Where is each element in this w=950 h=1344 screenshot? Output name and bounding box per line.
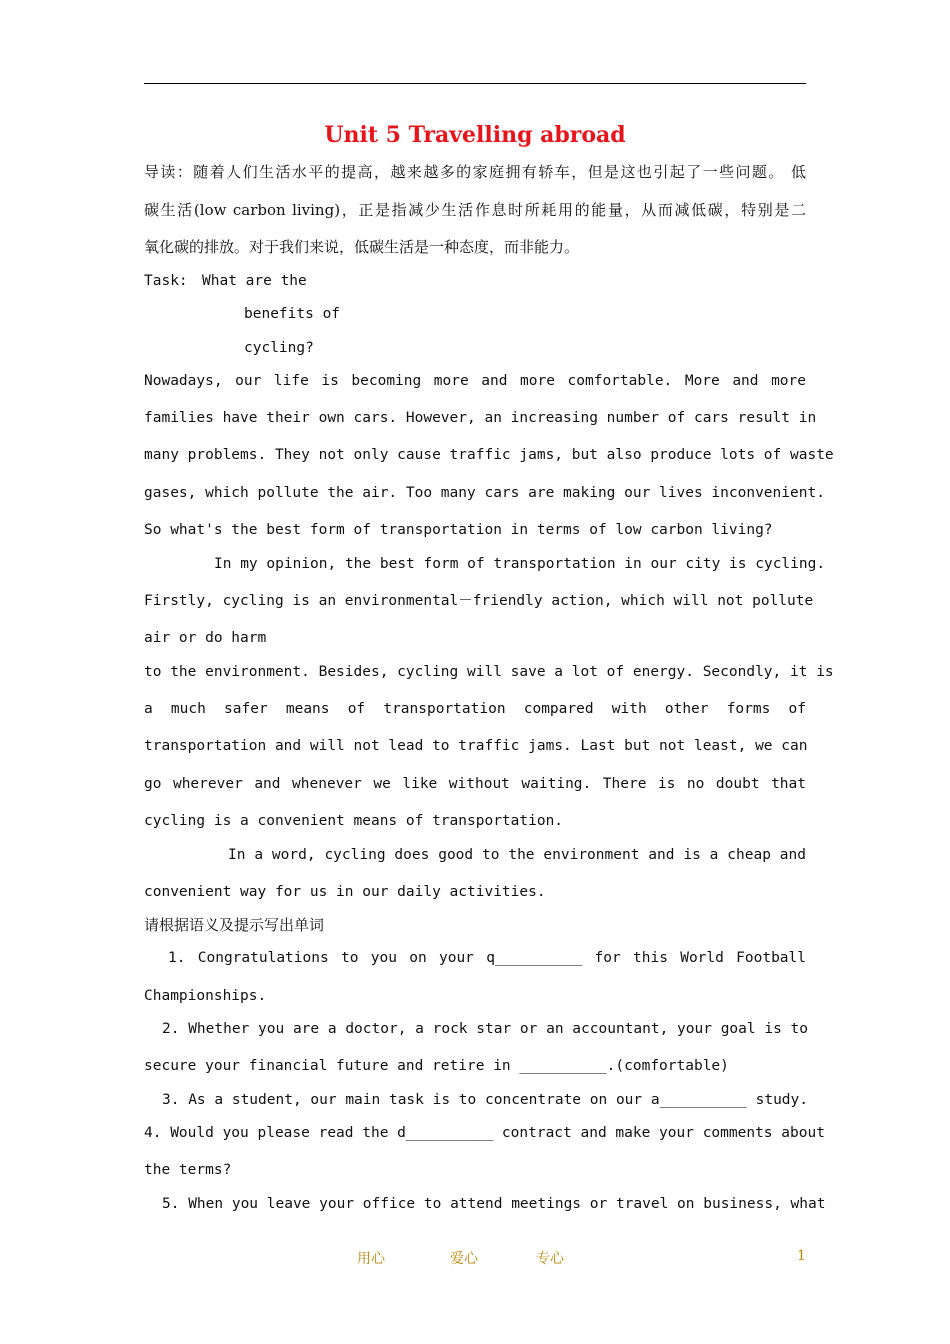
- exercise-item: secure your financial future and retire in __________.(comfortable): [144, 1058, 729, 1074]
- exercise-item: 2. Whether you are a doctor, a rock star or an accountant, your goal is to: [162, 1021, 809, 1037]
- passage-line: So what's the best form of transportation in terms of low carbon living?: [144, 522, 773, 538]
- exercise-item: 1. Congratulations to you on your q__________ for this World Football: [168, 950, 806, 966]
- passage-line: transportation and will not lead to traffic jams. Last but not least, we can: [144, 738, 808, 754]
- page-number: 1: [797, 1248, 806, 1264]
- passage-line: many problems. They not only cause traffic jams, but also produce lots of waste: [144, 447, 834, 463]
- passage-line: Firstly, cycling is an environmental－friendly action, which will not pollute: [144, 593, 814, 609]
- page-title: Unit 5 Travelling abroad: [324, 122, 626, 148]
- passage-line: to the environment. Besides, cycling will save a lot of energy. Secondly, it is: [144, 664, 834, 680]
- exercise-item: 4. Would you please read the d__________ contract and make your comments about: [144, 1125, 825, 1141]
- footer-word: 用心: [357, 1251, 385, 1267]
- exercise-item: 3. As a student, our main task is to concentrate on our a__________ study.: [162, 1092, 809, 1108]
- passage-line: cycling is a convenient means of transportation.: [144, 813, 564, 829]
- exercise-item: the terms?: [144, 1162, 232, 1178]
- footer-word: 爱心: [450, 1251, 478, 1267]
- task-line: What are the: [202, 273, 307, 289]
- passage-line: go wherever and whenever we like without waiting. There is no doubt that: [144, 776, 806, 792]
- exercise-item: Championships.: [144, 988, 267, 1004]
- passage-line: gases, which pollute the air. Too many cars are making our lives inconvenient.: [144, 485, 825, 501]
- passage-line: In my opinion, the best form of transportation in our city is cycling.: [214, 556, 826, 572]
- footer-word: 专心: [536, 1251, 564, 1267]
- passage-line: families have their own cars. However, an increasing number of cars result in: [144, 410, 817, 426]
- exercise-heading: 请根据语义及提示写出单词: [144, 916, 325, 934]
- passage-line: convenient way for us in our daily activities.: [144, 884, 546, 900]
- task-line: benefits of: [244, 306, 341, 322]
- intro-line: 氧化碳的排放。对于我们来说，低碳生活是一种态度，而非能力。: [144, 238, 580, 256]
- header-rule: [144, 83, 806, 84]
- passage-line: air or do harm: [144, 630, 267, 646]
- intro-line: 碳生活(low carbon living)，正是指减少生活作息时所耗用的能量，从而减低碳，特别是二: [144, 201, 806, 219]
- passage-line: In a word, cycling does good to the environment and is a cheap and: [228, 847, 806, 863]
- exercise-item: 5. When you leave your office to attend meetings or travel on business, what: [162, 1196, 826, 1212]
- passage-line: a much safer means of transportation compared with other forms of: [144, 701, 806, 717]
- passage-line: Nowadays, our life is becoming more and more comfortable. More and more: [144, 373, 806, 389]
- task-label: Task:: [144, 273, 188, 289]
- task-line: cycling?: [244, 340, 314, 356]
- intro-line: 导读：随着人们生活水平的提高，越来越多的家庭拥有轿车，但是这也引起了一些问题。 低: [144, 163, 806, 181]
